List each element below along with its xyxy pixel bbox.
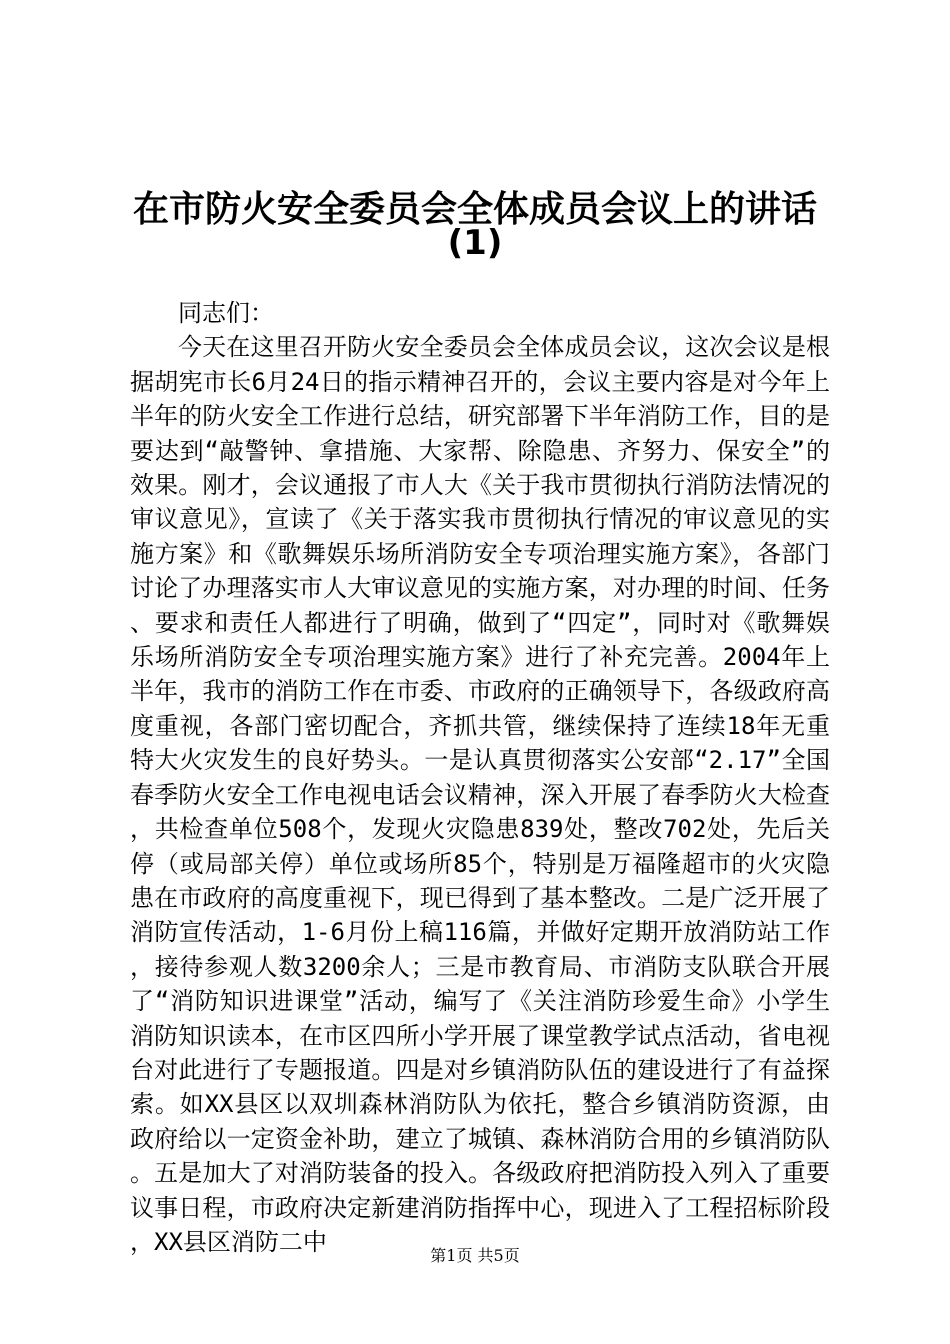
page-number: 第1页 共5页 bbox=[430, 1246, 520, 1265]
document-title-suffix: (1) bbox=[447, 223, 503, 263]
body-paragraph: 今天在这里召开防火安全委员会全体成员会议，这次会议是根据胡宪市长6月24日的指示精神召开的，会议主要内容是对今年上半年的防火安全工作进行总结，研究部署下半年消防工作，目的是要达到“敲警钟、拿措施、大家帮、除隐患、齐努力、保安全”的效果。刚才，会议通报了市人大《关于我市贯彻执行消防法情况的审议意见》，宣读了《关于落实我市贯彻执行情况的审议意见的实施方案》和《歌舞娱乐场所消防安全专项治理实施方案》，各部门讨论了办理落实市人大审议意见的实施方案，对办理的时间、任务、要求和责任人都进行了明确，做到了“四定”，同时对《歌舞娱乐场所消防安全专项治理实施方案》进行了补充完善。2004年上半年，我市的消防工作在市委、市政府的正确领导下，各级政府高度重视，各部门密切配合，齐抓共管，继续保持了连续18年无重特大火灾发生的良好势头。一是认真贯彻落实公安部“2.17”全国春季防火安全工作电视电话会议精神，深入开展了春季防火大检查，共检查单位508个，发现火灾隐患839处，整改702处，先后关停（或局部关停）单位或场所85个，特别是万福隆超市的火灾隐患在市政府的高度重视下，现已得到了基本整改。二是广泛开展了消防宣传活动，1-6月份上稿116篇，并做好定期开放消防站工作，接待参观人数3200余人；三是市教育局、市消防支队联合开展了“消防知识进课堂”活动，编写了《关注消防珍爱生命》小学生消防知识读本，在市区四所小学开展了课堂教学试点活动，省电视台对此进行了专题报道。四是对乡镇消防队伍的建设进行了有益探索。如XX县区以双圳森林消防队为依托，整合乡镇消防资源，由政府给以一定资金补助，建立了城镇、森林消防合用的乡镇消防队。五是加大了对消防装备的投入。各级政府把消防投入列入了重要议事日程，市政府决定新建消防指挥中心，现进入了工程招标阶段，XX县区消防二中 bbox=[130, 333, 830, 1256]
document-body bbox=[130, 296, 830, 1259]
document-title: 在市防火安全委员会全体成员会议上的讲话 bbox=[132, 189, 817, 230]
salutation: 同志们： bbox=[178, 299, 274, 327]
